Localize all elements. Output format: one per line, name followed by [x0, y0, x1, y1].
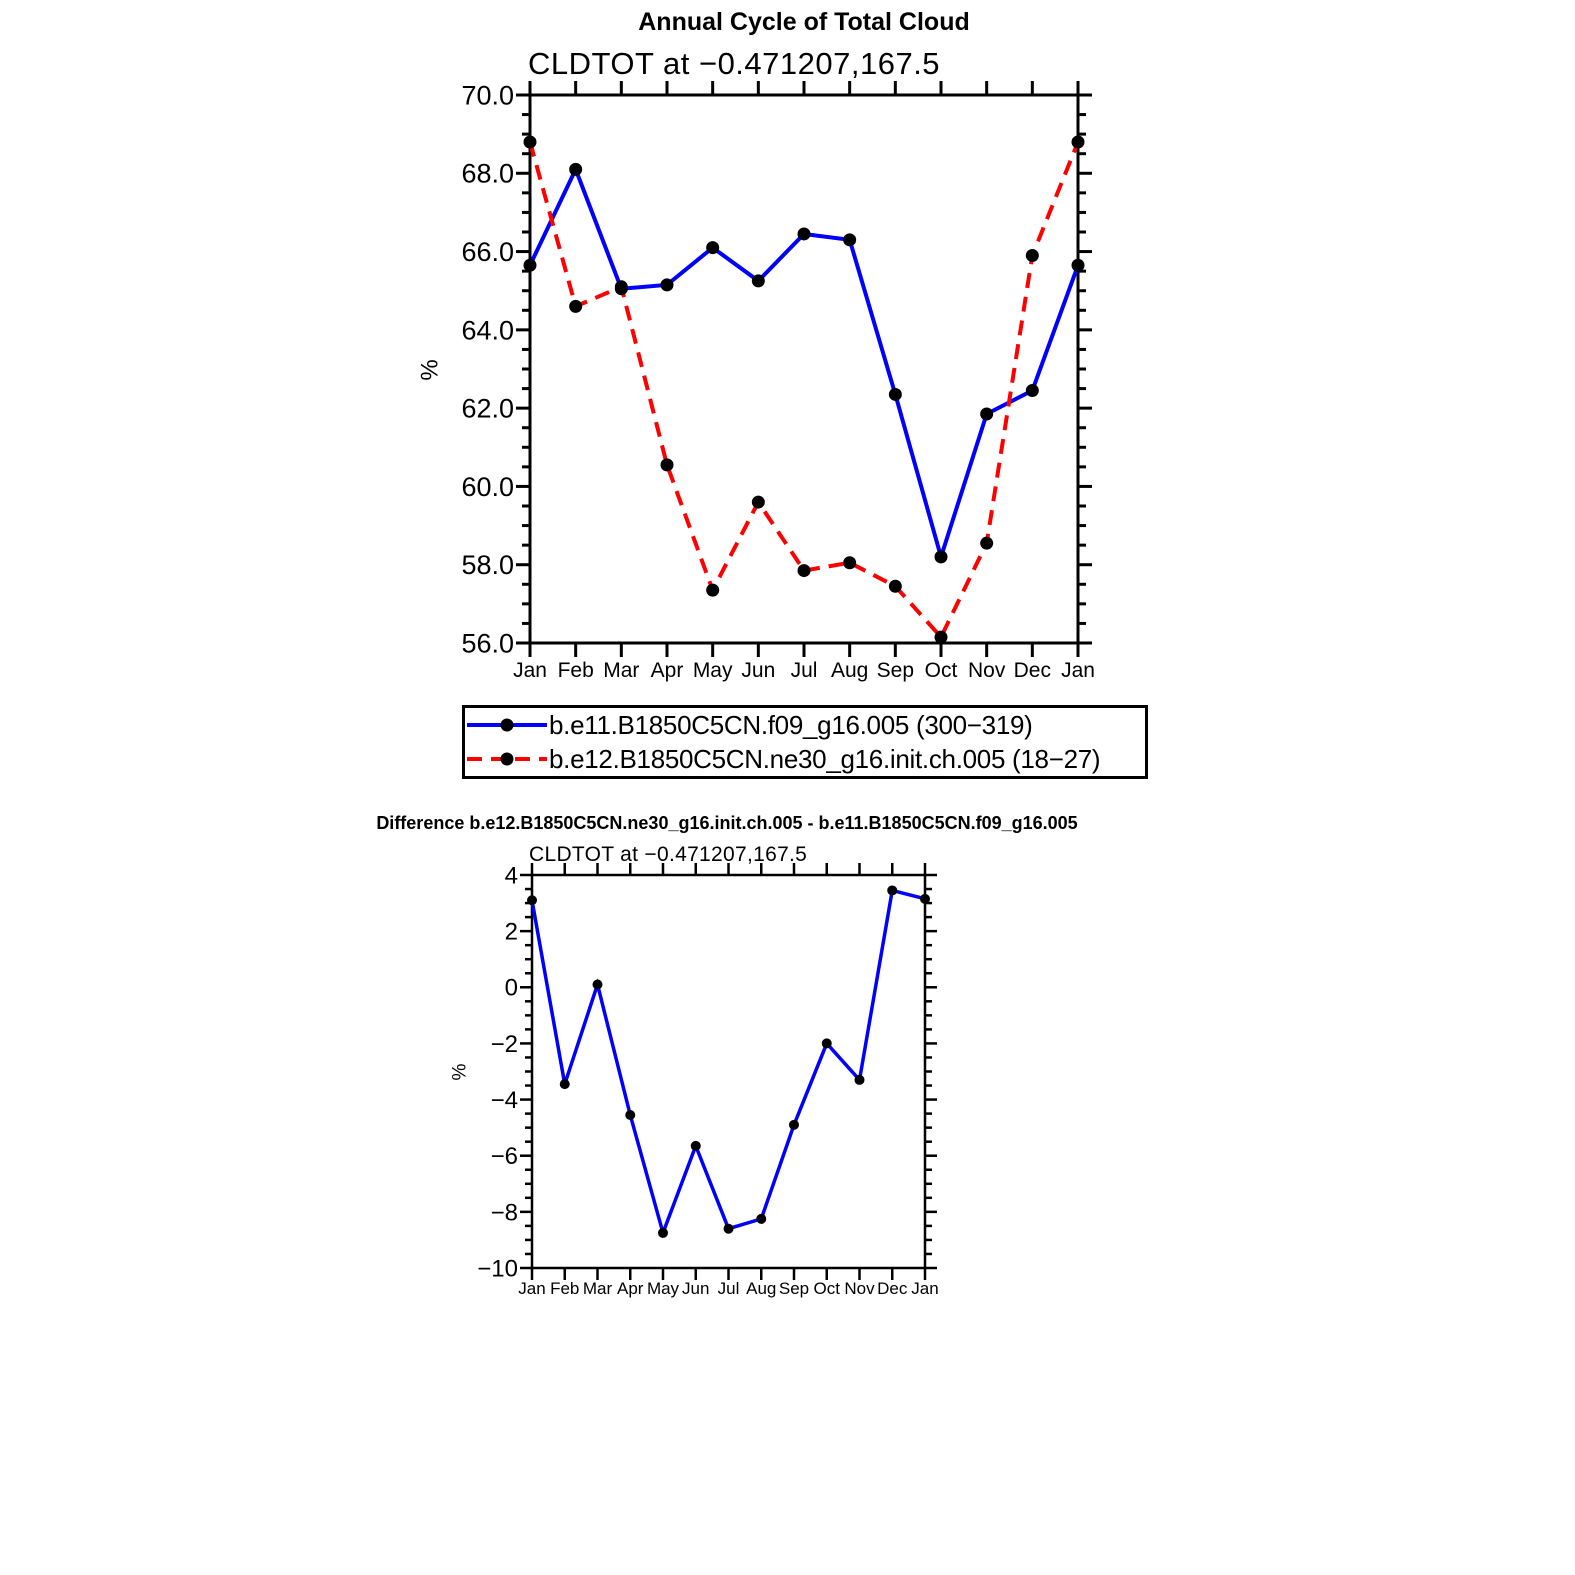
y-tick-label: 58.0 — [461, 550, 514, 581]
plot-frame — [530, 95, 1078, 643]
data-point-marker — [658, 1228, 668, 1238]
legend-box — [462, 705, 1148, 779]
month-label: Nov — [844, 1279, 875, 1298]
chart1-plot-area — [461, 80, 1094, 682]
y-tick-label: 66.0 — [461, 237, 514, 268]
data-point-marker — [569, 300, 582, 313]
month-label: Oct — [813, 1279, 840, 1298]
data-point-marker — [706, 241, 719, 254]
y-tick-label: −6 — [490, 1143, 518, 1171]
data-point-marker — [935, 550, 948, 563]
legend-item-series1 — [465, 708, 1145, 742]
plot-frame — [532, 875, 925, 1268]
y-tick-label: −10 — [477, 1255, 518, 1283]
chart1-title: Annual Cycle of Total Cloud — [638, 8, 970, 36]
series-line-2 — [530, 142, 1078, 637]
legend-item-series2 — [465, 742, 1145, 776]
data-point-marker — [980, 408, 993, 421]
month-label: Mar — [582, 1279, 613, 1298]
data-point-marker — [822, 1038, 832, 1048]
chart2-plot-area — [477, 862, 938, 1298]
y-tick-label: 70.0 — [461, 80, 514, 111]
month-label: Apr — [617, 1279, 644, 1298]
data-point-marker — [691, 1141, 701, 1151]
data-point-marker — [887, 885, 897, 895]
data-point-marker — [889, 580, 902, 593]
data-point-marker — [1072, 135, 1085, 148]
legend-line-sample-red-dashed-icon — [465, 742, 549, 776]
chart1-y-axis-label: % — [416, 359, 444, 381]
month-label: Jan — [911, 1279, 939, 1298]
month-label: Jan — [1061, 659, 1095, 682]
chart1-subtitle: CLDTOT at −0.471207,167.5 — [528, 46, 941, 81]
data-point-marker — [661, 278, 674, 291]
series-line-1 — [532, 890, 925, 1232]
y-tick-label: 68.0 — [461, 158, 514, 189]
month-label: Jun — [741, 659, 776, 682]
y-tick-label: −8 — [490, 1199, 518, 1227]
month-label: Mar — [603, 659, 640, 682]
data-point-marker — [1026, 249, 1039, 262]
data-point-marker — [980, 537, 993, 550]
data-point-marker — [843, 233, 856, 246]
legend-sample-marker — [501, 753, 514, 766]
chart2-title: Difference b.e12.B1850C5CN.ne30_g16.init.ch.005 - b.e11.B1850C5CN.f09_g16.005 — [376, 813, 1078, 833]
data-point-marker — [724, 1224, 734, 1234]
data-point-marker — [798, 564, 811, 577]
y-tick-label: 0 — [504, 974, 518, 1002]
month-label: Feb — [550, 1279, 580, 1298]
chart2-subtitle: CLDTOT at −0.471207,167.5 — [529, 843, 808, 866]
y-tick-label: 60.0 — [461, 471, 514, 502]
data-point-marker — [615, 280, 628, 293]
month-label: Jul — [790, 659, 818, 682]
data-point-marker — [569, 163, 582, 176]
data-point-marker — [798, 227, 811, 240]
y-tick-label: 62.0 — [461, 393, 514, 424]
data-point-marker — [752, 496, 765, 509]
data-point-marker — [625, 1110, 635, 1120]
data-point-marker — [661, 458, 674, 471]
month-label: Jun — [682, 1279, 710, 1298]
month-label: Jan — [518, 1279, 546, 1298]
legend-label-series2: b.e12.B1850C5CN.ne30_g16.init.ch.005 (18−27) — [549, 743, 1101, 774]
chart2-y-axis-label: % — [449, 1063, 471, 1081]
y-tick-label: −4 — [490, 1086, 518, 1114]
data-point-marker — [524, 259, 537, 272]
data-point-marker — [935, 631, 948, 644]
month-label: May — [646, 1279, 680, 1298]
y-tick-label: 2 — [504, 918, 518, 946]
y-tick-label: 64.0 — [461, 315, 514, 346]
data-point-marker — [843, 556, 856, 569]
month-label: Dec — [877, 1279, 908, 1298]
month-label: Feb — [557, 659, 594, 682]
y-tick-label: 4 — [504, 862, 518, 890]
y-tick-label: 56.0 — [461, 628, 514, 659]
data-point-marker — [1026, 384, 1039, 397]
data-point-marker — [524, 135, 537, 148]
data-point-marker — [756, 1214, 766, 1224]
month-label: Nov — [967, 659, 1006, 682]
month-label: Dec — [1013, 659, 1052, 682]
data-point-marker — [752, 274, 765, 287]
data-point-marker — [560, 1079, 570, 1089]
legend-label-series1: b.e11.B1850C5CN.f09_g16.005 (300−319) — [549, 709, 1033, 740]
data-point-marker — [527, 895, 537, 905]
month-label: Jan — [513, 659, 547, 682]
y-tick-label: −2 — [490, 1030, 518, 1058]
data-point-marker — [706, 584, 719, 597]
data-point-marker — [789, 1120, 799, 1130]
month-label: Aug — [746, 1279, 777, 1298]
data-point-marker — [1072, 259, 1085, 272]
legend-sample-marker — [501, 719, 514, 732]
month-label: Oct — [924, 659, 958, 682]
month-label: Sep — [876, 659, 915, 682]
month-label: Sep — [778, 1279, 810, 1298]
month-label: Jul — [717, 1279, 740, 1298]
month-label: May — [692, 659, 733, 682]
data-point-marker — [920, 894, 930, 904]
month-label: Apr — [650, 659, 684, 682]
data-point-marker — [593, 979, 603, 989]
month-label: Aug — [830, 659, 869, 682]
data-point-marker — [889, 388, 902, 401]
data-point-marker — [855, 1075, 865, 1085]
legend-line-sample-blue-solid-icon — [465, 708, 549, 742]
